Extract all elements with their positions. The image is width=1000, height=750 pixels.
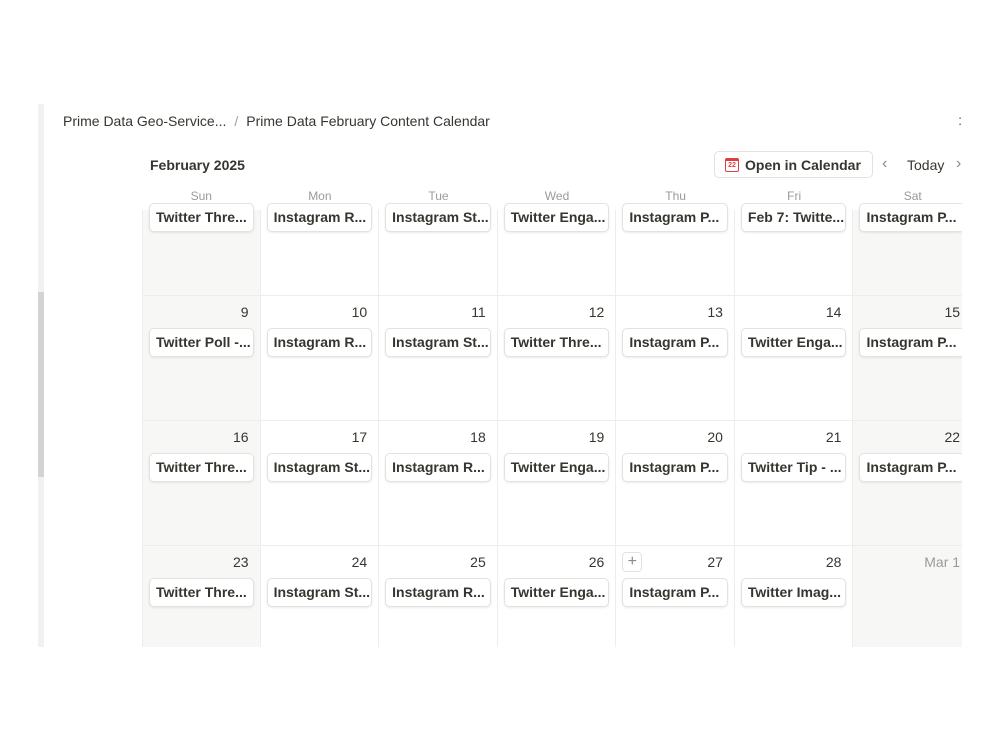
day-number: 19 (588, 429, 605, 445)
day-number: 14 (825, 304, 842, 320)
day-number: 9 (240, 304, 249, 320)
event-card[interactable]: Instagram St... (385, 328, 491, 357)
weeks (142, 210, 962, 647)
event-card[interactable]: Instagram R... (385, 453, 491, 482)
event-card[interactable]: Instagram St... (267, 453, 373, 482)
event-card[interactable]: Instagram P... (859, 453, 962, 482)
event-card[interactable]: Instagram St... (385, 203, 491, 232)
weekday-tue: Tue (428, 189, 449, 203)
event-card[interactable]: Twitter Enga... (504, 203, 610, 232)
day-number: 27 (707, 554, 723, 570)
day-number: 26 (588, 554, 605, 570)
day-number: 28 (825, 554, 842, 570)
day-number: 24 (351, 554, 368, 570)
day-number: 23 (233, 554, 249, 570)
today-button[interactable]: Today (907, 157, 945, 173)
day-number: 15 (944, 304, 961, 320)
event-card[interactable]: Instagram P... (859, 328, 962, 357)
event-card[interactable]: Twitter Enga... (504, 578, 610, 607)
event-card[interactable]: Twitter Thre... (504, 328, 610, 357)
weekday-wed: Wed (544, 189, 570, 203)
day-cell[interactable] (142, 210, 261, 295)
day-number: 11 (471, 304, 486, 320)
day-cell[interactable] (379, 546, 498, 647)
add-event-button[interactable]: + (622, 552, 642, 572)
event-card[interactable]: Instagram P... (622, 328, 728, 357)
day-number: 18 (470, 429, 486, 445)
day-number: 10 (351, 304, 368, 320)
event-card[interactable]: Twitter Thre... (149, 453, 254, 482)
event-card[interactable]: Twitter Imag... (741, 578, 847, 607)
event-card[interactable]: Feb 7: Twitte... (741, 203, 847, 232)
event-card[interactable]: Instagram R... (267, 328, 373, 357)
day-number: 13 (707, 304, 723, 320)
day-cell[interactable] (142, 546, 261, 647)
event-card[interactable]: Twitter Thre... (149, 578, 254, 607)
day-cell[interactable] (735, 546, 854, 647)
event-card[interactable]: Instagram P... (622, 453, 728, 482)
day-number: Mar 1 (924, 554, 961, 570)
day-number: 20 (707, 429, 723, 445)
day-cell[interactable] (142, 296, 261, 420)
week-row (142, 296, 962, 421)
breadcrumb-current[interactable]: Prime Data February Content Calendar (246, 113, 490, 129)
day-cell[interactable] (853, 296, 962, 420)
day-cell[interactable] (735, 296, 854, 420)
day-cell[interactable] (142, 421, 261, 545)
day-cell[interactable] (498, 210, 617, 295)
day-cell[interactable] (379, 210, 498, 295)
event-card[interactable]: Instagram P... (622, 578, 728, 607)
breadcrumb-parent[interactable]: Prime Data Geo-Service... (63, 113, 227, 129)
day-cell[interactable] (853, 421, 962, 545)
breadcrumb (63, 113, 490, 129)
week-row (142, 546, 962, 647)
weekday-mon: Mon (308, 189, 332, 203)
day-number: 16 (233, 429, 249, 445)
weekday-thu: Thu (665, 189, 686, 203)
calendar-grid (142, 187, 962, 647)
day-cell[interactable] (616, 296, 735, 420)
event-card[interactable]: Instagram R... (267, 203, 373, 232)
week-row (142, 421, 962, 546)
weekday-fri: Fri (787, 189, 802, 203)
day-cell[interactable] (498, 421, 617, 545)
day-cell[interactable] (498, 296, 617, 420)
day-cell[interactable] (616, 421, 735, 545)
event-card[interactable]: Twitter Enga... (741, 328, 847, 357)
day-cell[interactable] (616, 546, 735, 647)
day-number: 22 (944, 429, 961, 445)
weekday-sat: Sat (903, 189, 922, 203)
left-scrollbar-thumb[interactable] (38, 292, 44, 477)
day-cell[interactable] (379, 296, 498, 420)
week-row (142, 210, 962, 296)
chevron-left-icon[interactable]: ‹ (882, 155, 888, 172)
day-cell[interactable] (261, 296, 380, 420)
day-cell[interactable] (853, 546, 962, 647)
event-card[interactable]: Twitter Poll -... (149, 328, 254, 357)
day-cell[interactable] (379, 421, 498, 545)
event-card[interactable]: Instagram P... (622, 203, 728, 232)
day-number: 25 (470, 554, 486, 570)
day-cell[interactable] (735, 210, 854, 295)
day-cell[interactable] (261, 546, 380, 647)
calendar-page (38, 104, 962, 647)
day-number: 12 (588, 304, 605, 320)
event-card[interactable]: Twitter Enga... (504, 453, 610, 482)
more-options-icon[interactable]: : (958, 112, 962, 128)
day-cell[interactable] (616, 210, 735, 295)
day-cell[interactable] (261, 210, 380, 295)
day-cell[interactable] (853, 210, 962, 295)
event-card[interactable]: Instagram St... (267, 578, 373, 607)
open-in-calendar-label: Open in Calendar (745, 156, 861, 173)
chevron-right-icon[interactable]: › (956, 155, 962, 172)
day-number: 17 (351, 429, 368, 445)
open-in-calendar-button[interactable] (714, 151, 873, 178)
breadcrumb-separator: / (234, 113, 239, 129)
day-number: 21 (825, 429, 842, 445)
left-scrollbar-track[interactable] (38, 104, 44, 647)
event-card[interactable]: Instagram P... (859, 203, 962, 232)
event-card[interactable]: Instagram R... (385, 578, 491, 607)
month-title: February 2025 (150, 157, 245, 173)
day-cell[interactable] (498, 546, 617, 647)
event-card[interactable]: Twitter Thre... (149, 203, 254, 232)
event-card[interactable]: Twitter Tip - ... (741, 453, 847, 482)
day-cell[interactable] (735, 421, 854, 545)
calendar-icon: 22 (725, 158, 739, 172)
weekday-sun: Sun (190, 189, 212, 203)
day-cell[interactable] (261, 421, 380, 545)
